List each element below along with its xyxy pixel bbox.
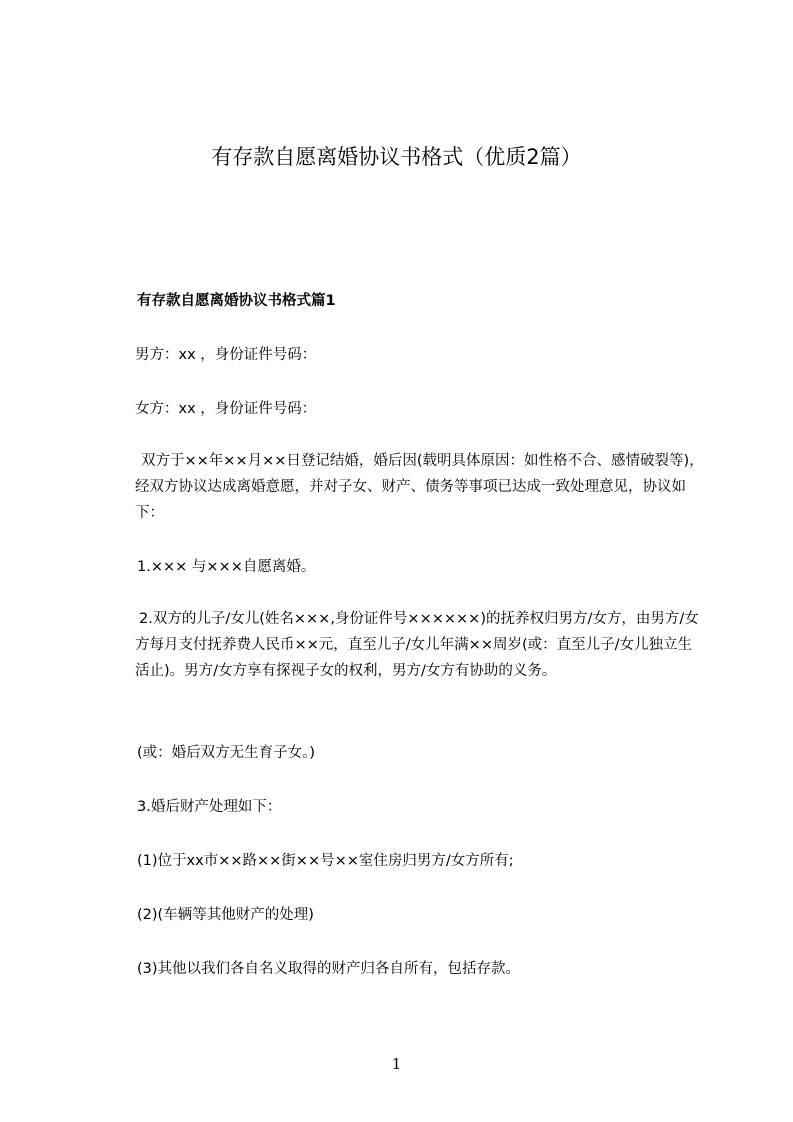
paragraph-item2: 2.双方的儿子/女儿(姓名×××,身份证件号××××××)的抚养权归男方/女方，由男方/女方每月支付抚养费人民币××元，直至儿子/女儿年满××周岁(或：直至儿子/女儿独立生活止)。男方/女方享有探视子女的权利，男方/女方有协助的义务。 <box>135 611 699 679</box>
document-title: 有存款自愿离婚协议书格式（优质2篇） <box>211 145 582 169</box>
page-number: 1 <box>391 1055 402 1073</box>
paragraph-item3-1: (1)位于xx市××路××街××号××室住房归男方/女方所有; <box>137 853 514 869</box>
paragraph-item1: 1.××× 与×××自愿离婚。 <box>137 559 316 575</box>
paragraph-item3-2: (2)(车辆等其他财产的处理) <box>137 907 314 923</box>
paragraph-item2-alt: (或：婚后双方无生育子女。) <box>137 745 316 761</box>
paragraph-man: 男方：xx ，身份证件号码： <box>135 347 317 363</box>
section-heading: 有存款自愿离婚协议书格式篇1 <box>137 293 336 309</box>
paragraph-woman: 女方：xx ，身份证件号码： <box>135 401 317 417</box>
paragraph-item3-3: (3)其他以我们各自名义取得的财产归各自所有，包括存款。 <box>137 961 521 977</box>
paragraph-intro: 双方于××年××月××日登记结婚，婚后因(载明具体原因：如性格不合、感情破裂等)，经双方协议达成离婚意愿，并对子女、财产、债务等事项已达成一致处理意见，协议如下： <box>135 453 704 521</box>
paragraph-item3: 3.婚后财产处理如下： <box>137 799 282 815</box>
